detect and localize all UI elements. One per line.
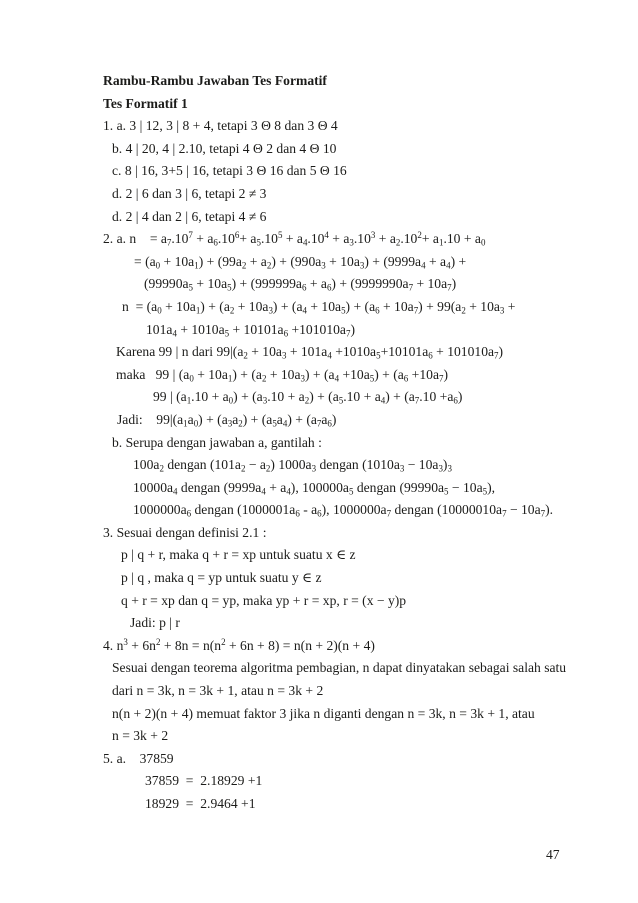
text-line: $(99990a_5 + 10a_5) + (999999a_6 + a_6) + (9999990a_7 + 10a_7)$ xyxy=(144,276,457,293)
text-line: p | q + r, maka q + r = xp untuk suatu x ∈ z xyxy=(121,547,356,563)
text-line: q + r = xp dan q = yp, maka yp + r = xp, r = (x − y)p xyxy=(121,592,407,608)
text-line: c. 8 | 16, 3+5 | 16, tetapi 3 Θ 16 dan 5 Θ 16 xyxy=(112,163,347,179)
text-line: p | q , maka q = yp untuk suatu y ∈ z xyxy=(121,570,322,586)
text-line: Jadi: $99|(a_1a_0) + (a_3a_2) + (a_5a_4) + (a_7a_6)$ xyxy=(117,411,337,429)
section-title: Tes Formatif 1 xyxy=(103,95,188,111)
page-number: 47 xyxy=(546,847,560,862)
text-line: $n = (a_0 + 10a_1) + (a_2 + 10a_3) + (a_4 + 10a_5) + (a_6 + 10a_7) + 99(a_2 + 10a_3$ + xyxy=(122,298,516,316)
text-line: 4. $n^3 + 6n^2 + 8n = n(n^2 + 6n + 8) = n(n + 2)(n + 4)$ xyxy=(103,636,375,653)
answer-lines xyxy=(103,115,623,815)
text-line: 1. a. 3 | 12, 3 | 8 + 4, tetapi 3 Θ 8 dan 3 Θ 4 xyxy=(103,118,338,134)
text-line: n = 3k + 2 xyxy=(112,728,169,744)
text-line: Karena 99 | n dari $99|(a_2 + 10a_3 + 101a_4 +1010a_5+10101a_6 + 101010a_7)$ xyxy=(116,344,504,361)
text-line: d. 2 | 6 dan 3 | 6, tetapi 2 ≠ 3 xyxy=(112,185,267,201)
text-line: 37859 = 2.18929 +1 xyxy=(145,773,263,789)
text-line: dari n = 3k, n = 3k + 1, atau n = 3k + 2 xyxy=(112,683,324,699)
text-line: $101a_4 + 1010a_5 + 10101a_6 +101010a_7$) xyxy=(146,321,355,339)
text-line: d. 2 | 4 dan 2 | 6, tetapi 4 ≠ 6 xyxy=(112,208,267,224)
text-line: b. 4 | 20, 4 | 2.10, tetapi 4 Θ 2 dan 4 Θ 10 xyxy=(112,140,337,156)
document-title: Rambu-Rambu Jawaban Tes Formatif xyxy=(103,73,327,88)
text-line: $1000000a_6$ dengan $(1000001a_6 - a_6)$, $1000000a_7$ dengan $(10000010a_7 - 10a_7)$. xyxy=(133,502,554,519)
document-body xyxy=(103,70,623,816)
text-line: Sesuai dengan teorema algoritma pembagian, n dapat dinyatakan sebagai salah satu xyxy=(112,660,567,676)
text-line: Jadi: p | r xyxy=(130,615,180,631)
text-line: $100a_2$ dengan $(101a_2 - a_2)$ $1000a_3$ dengan $(1010a_3 - 10a_3)_3$ xyxy=(133,457,452,474)
text-line: b. Serupa dengan jawaban a, gantilah : xyxy=(112,434,322,450)
text-line: n(n + 2)(n + 4) memuat faktor 3 jika n diganti dengan n = 3k, n = 3k + 1, atau xyxy=(112,705,535,721)
text-line: 2. a. n = $a_7.10^7 + a_6.10^6+ a_5.10^5 + a_4.10^4 + a_3.10^3 + a_2.10^2+ a_1.10 + a_0$ xyxy=(103,230,486,248)
text-line: 18929 = 2.9464 +1 xyxy=(145,796,256,811)
text-line: maka 99 | $(a_0 + 10a_1) + (a_2 + 10a_3) + (a_4 +10a_5) + (a_6 +10a_7)$ xyxy=(116,366,448,384)
text-line: 5. a. 37859 xyxy=(103,750,174,766)
text-line: 3. Sesuai dengan definisi 2.1 : xyxy=(103,524,267,540)
text-line: = $(a_0 + 10a_1) + (99a_2 + a_2) + (990a_3 + 10a_3) + (9999a_4 + a_4)$ + xyxy=(134,253,467,271)
text-line: 99 | $(a_1.10 + a_0) + (a_3.10 + a_2) + (a_5.10 + a_4) + (a_7.10 +a_6)$ xyxy=(153,389,463,406)
text-line: $10000a_4$ dengan $(9999a_4 + a_4)$, $100000a_5$ dengan $(99990a_5 - 10a_5)$, xyxy=(133,479,496,497)
